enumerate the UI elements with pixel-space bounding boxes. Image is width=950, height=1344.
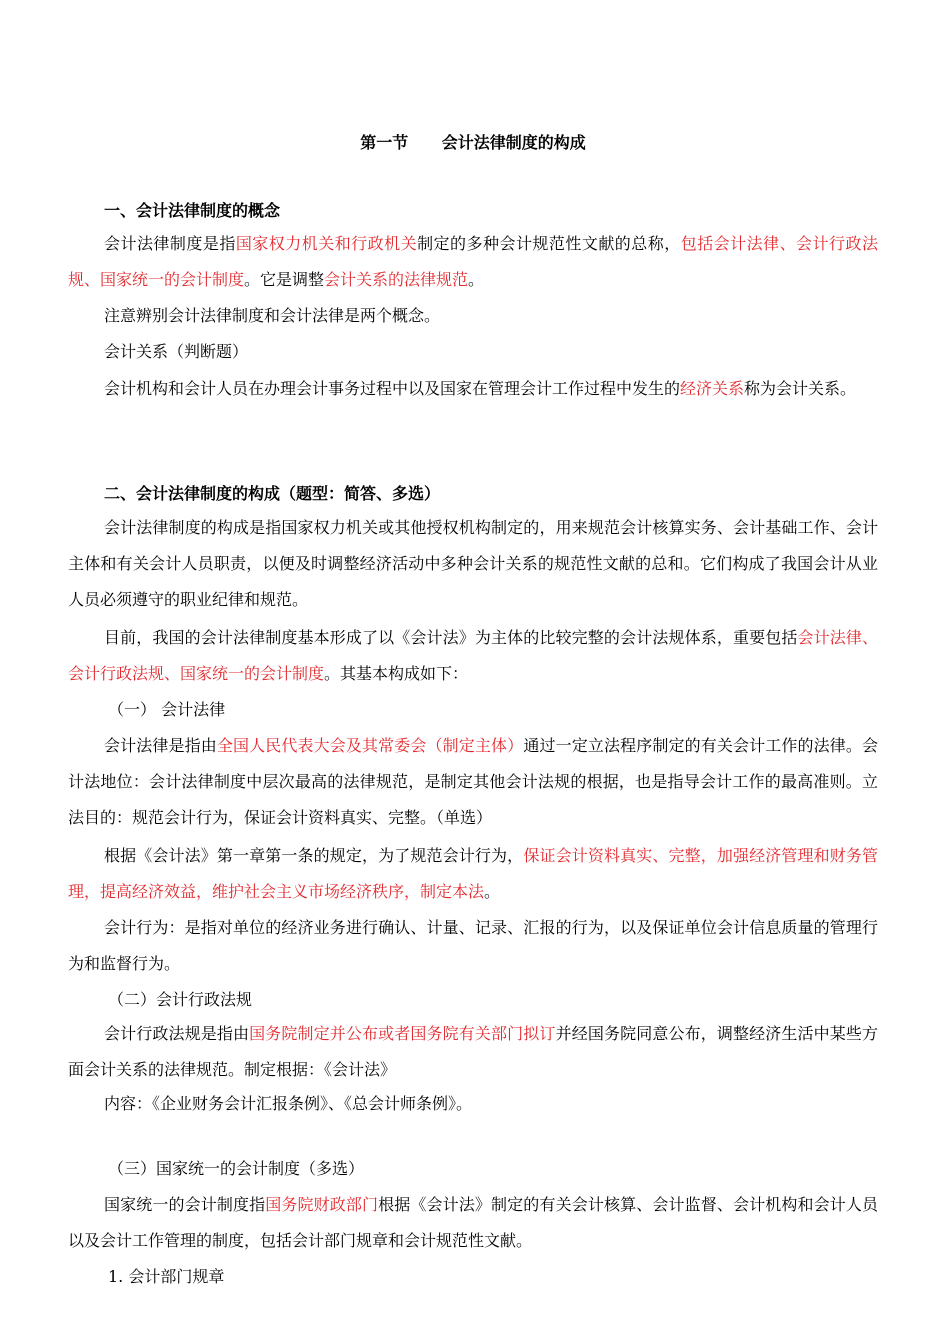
list-item-department-rules: 1. 会计部门规章	[108, 1267, 225, 1286]
subheading-unified-system: （三）国家统一的会计制度（多选）	[108, 1159, 365, 1178]
paragraph-note: 注意辨别会计法律制度和会计法律是两个概念。	[104, 306, 441, 325]
emphasis-text: 国家权力机关和行政机关	[235, 234, 418, 253]
paragraph-article: 根据《会计法》第一章第一条的规定，为了规范会计行为，保证会计资料真实、完整，加强经济管理和财务管理，提高经济效益，维护社会主义市场经济秩序，制定本法。	[68, 846, 878, 901]
emphasis-text: 会计关系的法律规范	[324, 270, 469, 289]
paragraph-composition: 会计法律制度的构成是指国家权力机关或其他授权机构制定的，用来规范会计核算实务、会计基础工作、会计主体和有关会计人员职责，以便及时调整经济活动中多种会计关系的规范性文献的总和。它们构成了我国会计从业人员必须遵守的职业纪律和规范。	[68, 518, 878, 609]
emphasis-text: 国务院财政部门	[265, 1195, 379, 1214]
section-title: 第一节 会计法律制度的构成	[360, 133, 586, 152]
emphasis-text: 会计法律、会计行政法规、国家统一的会计制度	[68, 628, 878, 683]
subheading-law: （一） 会计法律	[108, 700, 226, 719]
subheading-regulation: （二）会计行政法规	[108, 990, 253, 1009]
paragraph-unified-system: 国家统一的会计制度指国务院财政部门根据《会计法》制定的有关会计核算、会计监督、会计机构和会计人员以及会计工作管理的制度，包括会计部门规章和会计规范性文献。	[68, 1195, 878, 1250]
paragraph-behavior: 会计行为：是指对单位的经济业务进行确认、计量、记录、汇报的行为，以及保证单位会计信息质量的管理行为和监督行为。	[68, 918, 878, 973]
emphasis-text: 保证会计资料真实、完整，加强经济管理和财务管理，提高经济效益，维护社会主义市场经济秩序，制定本法	[68, 846, 878, 901]
paragraph-definition: 会计法律制度是指国家权力机关和行政机关制定的多种会计规范性文献的总称，包括会计法律、会计行政法规、国家统一的会计制度。它是调整会计关系的法律规范。	[68, 234, 878, 289]
emphasis-text: 全国人民代表大会及其常委会（制定主体）	[216, 736, 524, 755]
paragraph-system: 目前，我国的会计法律制度基本形成了以《会计法》为主体的比较完整的会计法规体系，重要包括会计法律、会计行政法规、国家统一的会计制度。其基本构成如下：	[68, 628, 878, 683]
heading-concept: 一、会计法律制度的概念	[104, 201, 281, 220]
emphasis-text: 经济关系	[680, 379, 745, 398]
heading-composition: 二、会计法律制度的构成（题型：简答、多选）	[104, 484, 441, 503]
paragraph-subtitle: 会计关系（判断题）	[104, 342, 249, 361]
paragraph-law: 会计法律是指由全国人民代表大会及其常委会（制定主体）通过一定立法程序制定的有关会计工作的法律。会计法地位：会计法律制度中层次最高的法律规范，是制定其他会计法规的根据，也是指导会计工作的最高准则。立法目的：规范会计行为，保证会计资料真实、完整。（单选）	[68, 736, 878, 827]
paragraph-content: 内容：《企业财务会计汇报条例》、《总会计师条例》。	[104, 1094, 473, 1113]
paragraph-accounting-relation: 会计机构和会计人员在办理会计事务过程中以及国家在管理会计工作过程中发生的经济关系称为会计关系。	[104, 379, 857, 398]
emphasis-text: 国务院制定并公布或者国务院有关部门拟订	[249, 1024, 556, 1043]
emphasis-text: 包括会计法律、会计行政法规、国家统一的会计制度	[68, 234, 878, 289]
paragraph-regulation: 会计行政法规是指由国务院制定并公布或者国务院有关部门拟订并经国务院同意公布，调整经济生活中某些方面会计关系的法律规范。制定根据：《会计法》	[68, 1024, 878, 1079]
